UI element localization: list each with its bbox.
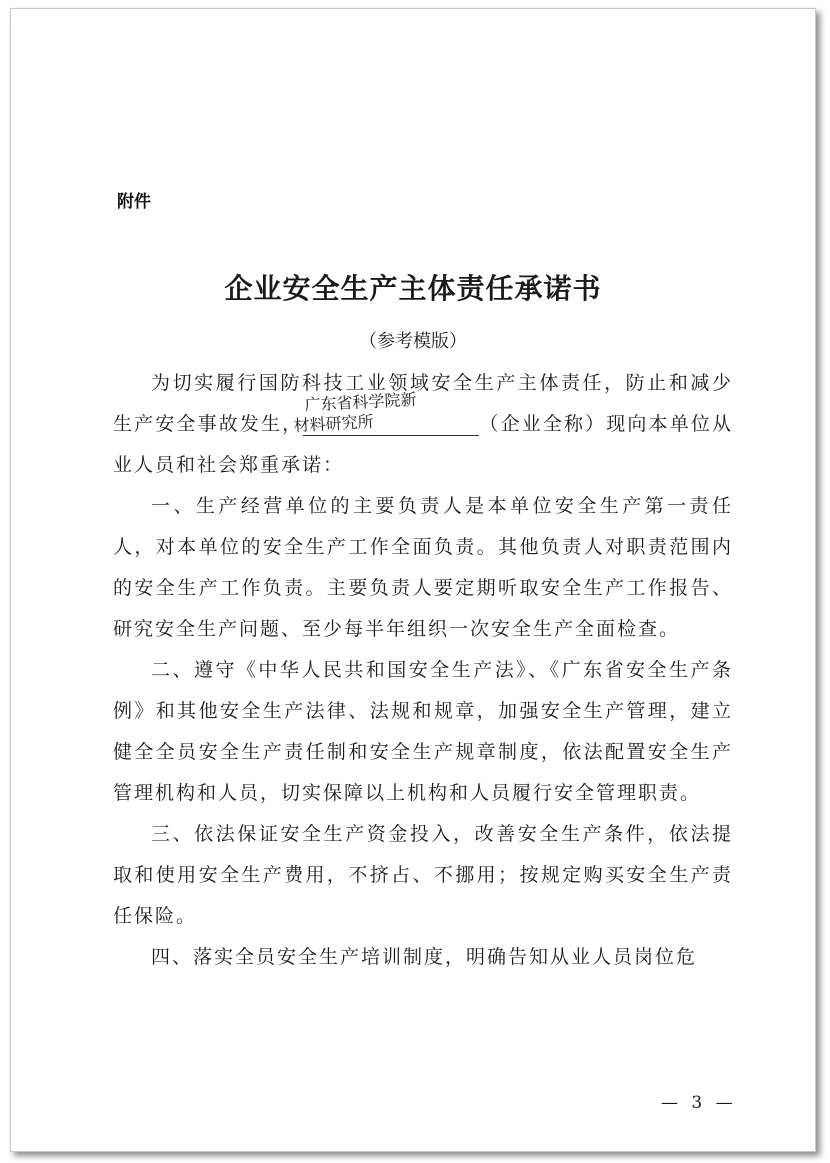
document-subtitle: （参考模版） xyxy=(359,331,467,352)
intro-text-after: （企业全称）现向本单位从业人员和社会郑重承诺： xyxy=(113,413,733,476)
intro-text-before: 为切实履行国防科技工业领域安全生产主体责任，防止和减少生产安全事故发生， xyxy=(113,372,733,435)
paragraph-2: 二、遵守《中华人民共和国安全生产法》、《广东省安全生产条例》和其他安全生产法律、法规和规章，加强安全生产管理，建立健全全员安全生产责任制和安全生产规章制度，依法配置安全生产管理机构和人员，切实保障以上机构和人员履行安全管理职责。 xyxy=(113,659,733,804)
handwritten-line-2: 材料研究所 xyxy=(293,411,375,436)
handwritten-line-1: 广东省科学院新 xyxy=(304,389,418,415)
intro-paragraph xyxy=(113,363,733,486)
paragraph-1: 一、生产经营单位的主要负责人是本单位安全生产第一责任人，对本单位的安全生产工作全面负责。其他负责人对职责范围内的安全生产工作负责。主要负责人要定期听取安全生产工作报告、研究安全生产问题、至少每半年组织一次安全生产全面检查。 xyxy=(113,495,733,640)
document-title: 企业安全生产主体责任承诺书 xyxy=(224,272,602,305)
page-number: — 3 — xyxy=(661,1093,737,1113)
handwritten-company-name xyxy=(293,386,480,436)
document-body xyxy=(113,363,733,978)
attachment-label: 附件 xyxy=(117,192,151,212)
company-name-field xyxy=(293,389,479,436)
document-page xyxy=(10,8,816,1152)
paragraph-4: 四、落实全员安全生产培训制度，明确告知从业人员岗位危 xyxy=(151,946,698,968)
paragraph-3: 三、依法保证安全生产资金投入，改善安全生产条件，依法提取和使用安全生产费用，不挤占、不挪用；按规定购买安全生产责任保险。 xyxy=(113,823,733,927)
